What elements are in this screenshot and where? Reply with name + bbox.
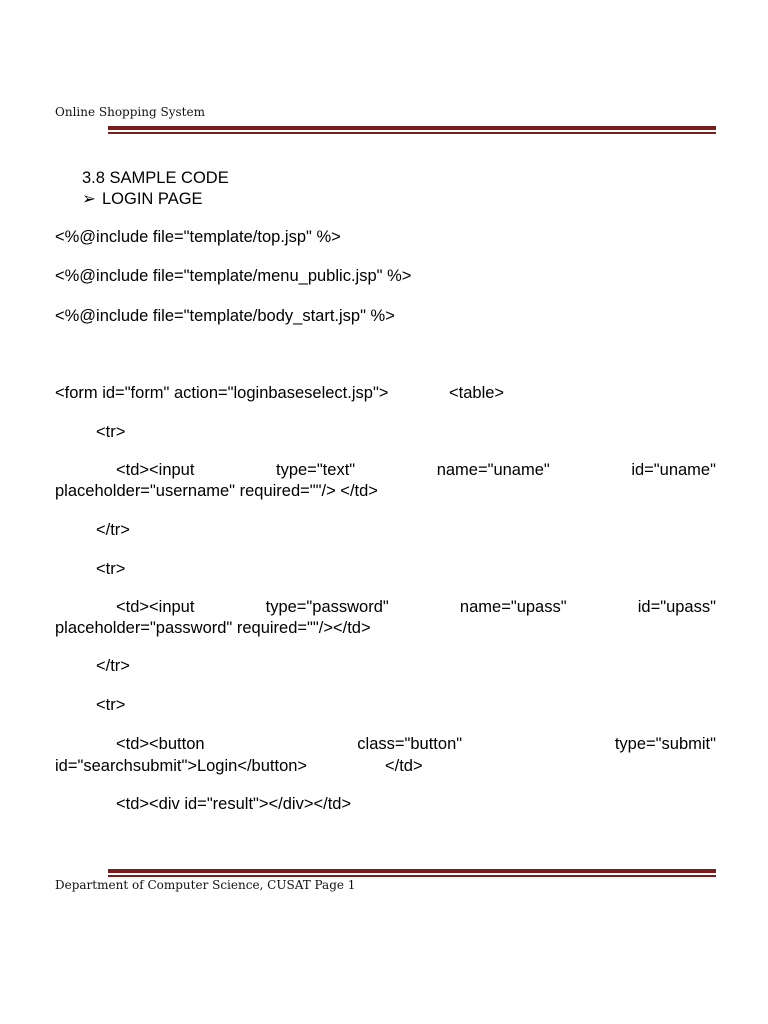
code-token: name="uname" <box>436 461 550 479</box>
code-line-table-open: <table> <box>449 384 505 402</box>
code-line-td-uname <box>116 460 716 480</box>
code-line-include-menu: <%@include file="template/menu_public.jsp" %> <box>55 267 412 285</box>
section-heading: 3.8 SAMPLE CODE <box>82 169 229 187</box>
code-token: type="text" <box>276 461 356 479</box>
arrow-bullet-icon: ➢ <box>82 190 96 208</box>
code-token: <td><input <box>116 598 195 616</box>
code-line-td-close: </td> <box>385 757 423 775</box>
bullet-label: LOGIN PAGE <box>102 190 203 208</box>
code-line-form-open: <form id="form" action="loginbaseselect.jsp"> <box>55 384 389 402</box>
code-line-include-body: <%@include file="template/body_start.jsp" %> <box>55 307 395 325</box>
header-rule <box>108 126 716 134</box>
bullet-item <box>82 189 203 209</box>
code-line-td-upass <box>116 597 716 617</box>
code-token: type="password" <box>265 598 389 616</box>
code-token: <td><input <box>116 461 195 479</box>
code-token: id="uname" <box>631 461 716 479</box>
code-line-td-button <box>116 734 716 754</box>
code-token: <td><button <box>116 735 205 753</box>
code-line-td-button-cont: id="searchsubmit">Login</button> <box>55 757 308 775</box>
code-line-include-top: <%@include file="template/top.jsp" %> <box>55 228 341 246</box>
code-token: type="submit" <box>614 735 716 753</box>
code-line-td-uname-cont: placeholder="username" required=""/> </td> <box>55 482 378 500</box>
code-line-tr-close: </tr> <box>96 521 130 539</box>
code-line-td-upass-cont: placeholder="password" required=""/></td> <box>55 619 371 637</box>
code-token: class="button" <box>357 735 463 753</box>
code-token: name="upass" <box>459 598 567 616</box>
running-header: Online Shopping System <box>55 105 205 119</box>
running-footer: Department of Computer Science, CUSAT Page 1 <box>55 878 356 892</box>
code-line-td-result: <td><div id="result"></div></td> <box>116 795 352 813</box>
code-line-tr-open: <tr> <box>96 696 126 714</box>
code-token: id="upass" <box>637 598 716 616</box>
footer-rule <box>108 869 716 877</box>
code-line-tr-close: </tr> <box>96 657 130 675</box>
code-line-tr-open: <tr> <box>96 560 126 578</box>
code-line-tr-open: <tr> <box>96 423 126 441</box>
